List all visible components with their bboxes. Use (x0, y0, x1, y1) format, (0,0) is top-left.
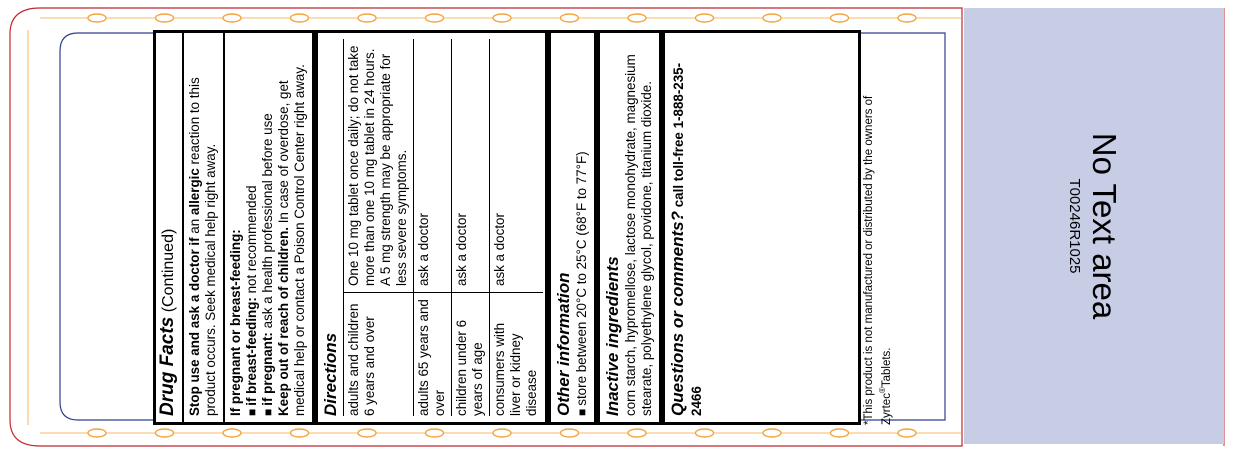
perforation-hole (763, 429, 781, 437)
stop-use-section (184, 33, 225, 422)
label-code: T00246R1025 (1066, 178, 1083, 274)
directions-who: adults and children 6 years and over (344, 293, 414, 417)
perforation-hole (561, 14, 579, 22)
perforation-hole (156, 429, 174, 437)
perforation-hole (561, 429, 579, 437)
perforation-hole (358, 14, 376, 22)
directions-table (344, 39, 543, 416)
perforation-hole (763, 14, 781, 22)
other-info-title: Other information (554, 272, 573, 416)
footnote-reg: ® (878, 387, 887, 394)
directions-row (344, 39, 414, 416)
perforation-hole (898, 429, 916, 437)
perforation-hole (156, 14, 174, 22)
questions-title: Questions or comments? (668, 211, 687, 416)
no-text-area-label (964, 8, 1224, 444)
questions-section (665, 33, 710, 422)
perforation-hole (696, 429, 714, 437)
directions-dose: ask a doctor (414, 39, 452, 293)
other-info-section (551, 33, 600, 422)
directions-section (318, 33, 551, 422)
perforation-hole (358, 429, 376, 437)
perforation-hole (696, 14, 714, 22)
perforation-hole (493, 14, 511, 22)
pregnancy-title: If pregnant or breast-feeding: (228, 229, 243, 416)
inactive-title: Inactive ingredients (603, 256, 622, 416)
no-text-title: No Text area (1086, 132, 1123, 320)
perforation-hole (493, 429, 511, 437)
perforation-hole (831, 14, 849, 22)
perforation-hole (291, 14, 309, 22)
perforation-hole (628, 14, 646, 22)
directions-who: adults 65 years and over (414, 293, 452, 417)
directions-row (414, 39, 452, 416)
directions-who: children under 6 years of age (452, 293, 490, 417)
facts-continued: (Continued) (160, 228, 177, 313)
breast-feeding-line: ■ if breast-feeding: not recommended (244, 39, 260, 416)
directions-dose: ask a doctor (490, 39, 544, 293)
directions-title: Directions (321, 39, 344, 416)
stop-use-lead: Stop use and ask a doctor if (187, 237, 202, 416)
directions-who: consumers with liver or kidney disease (490, 293, 544, 417)
stop-use-allergic: allergic (187, 168, 202, 216)
directions-row (452, 39, 490, 416)
perforation-hole (88, 429, 106, 437)
perforation-hole (426, 14, 444, 22)
directions-row (490, 39, 544, 416)
perforation-hole (88, 14, 106, 22)
directions-dose: One 10 mg tablet once daily; do not take more than one 10 mg tablet in 24 hours. A 5 mg strength may be appropriate for less severe symptoms. (346, 45, 409, 286)
perforation-hole (831, 429, 849, 437)
footnote-end: Tablets. (880, 347, 893, 388)
drug-facts-panel (153, 30, 861, 425)
footnote-text: This product is not manufactured or distributed by the owners of Zyrtec (863, 95, 893, 425)
perforation-hole (223, 14, 241, 22)
facts-heading (156, 33, 184, 422)
inactive-text: corn starch, hypromellose, lactose monohydrate, magnesium stearate, polyethylene glycol, povidone, titanium dioxide. (623, 54, 654, 416)
stop-use-rest: reaction to this product occurs. Seek medical help right away. (187, 77, 218, 416)
footnote-star: * (863, 420, 875, 425)
perforation-hole (628, 429, 646, 437)
pregnancy-section (225, 33, 318, 422)
perforation-hole (291, 429, 309, 437)
directions-dose: ask a doctor (452, 39, 490, 293)
facts-title: Drug Facts (157, 316, 178, 416)
stop-use-mid: an (187, 215, 202, 238)
footnote (862, 30, 902, 425)
storage-text: ■ store between 20°C to 25°C (68°F to 77°F) (574, 39, 590, 416)
keep-out-of-reach: Keep out of reach of children. In case of overdose, get medical help or contact a Poison Control Center right away. (276, 64, 307, 416)
inactive-section (600, 33, 665, 422)
questions-phone: call toll-free 1-888-235-2466 (671, 62, 704, 416)
perforation-hole (426, 429, 444, 437)
perforation-hole (898, 14, 916, 22)
pregnant-line: ■ if pregnant: ask a health professional before use (260, 39, 276, 416)
perforation-hole (223, 429, 241, 437)
